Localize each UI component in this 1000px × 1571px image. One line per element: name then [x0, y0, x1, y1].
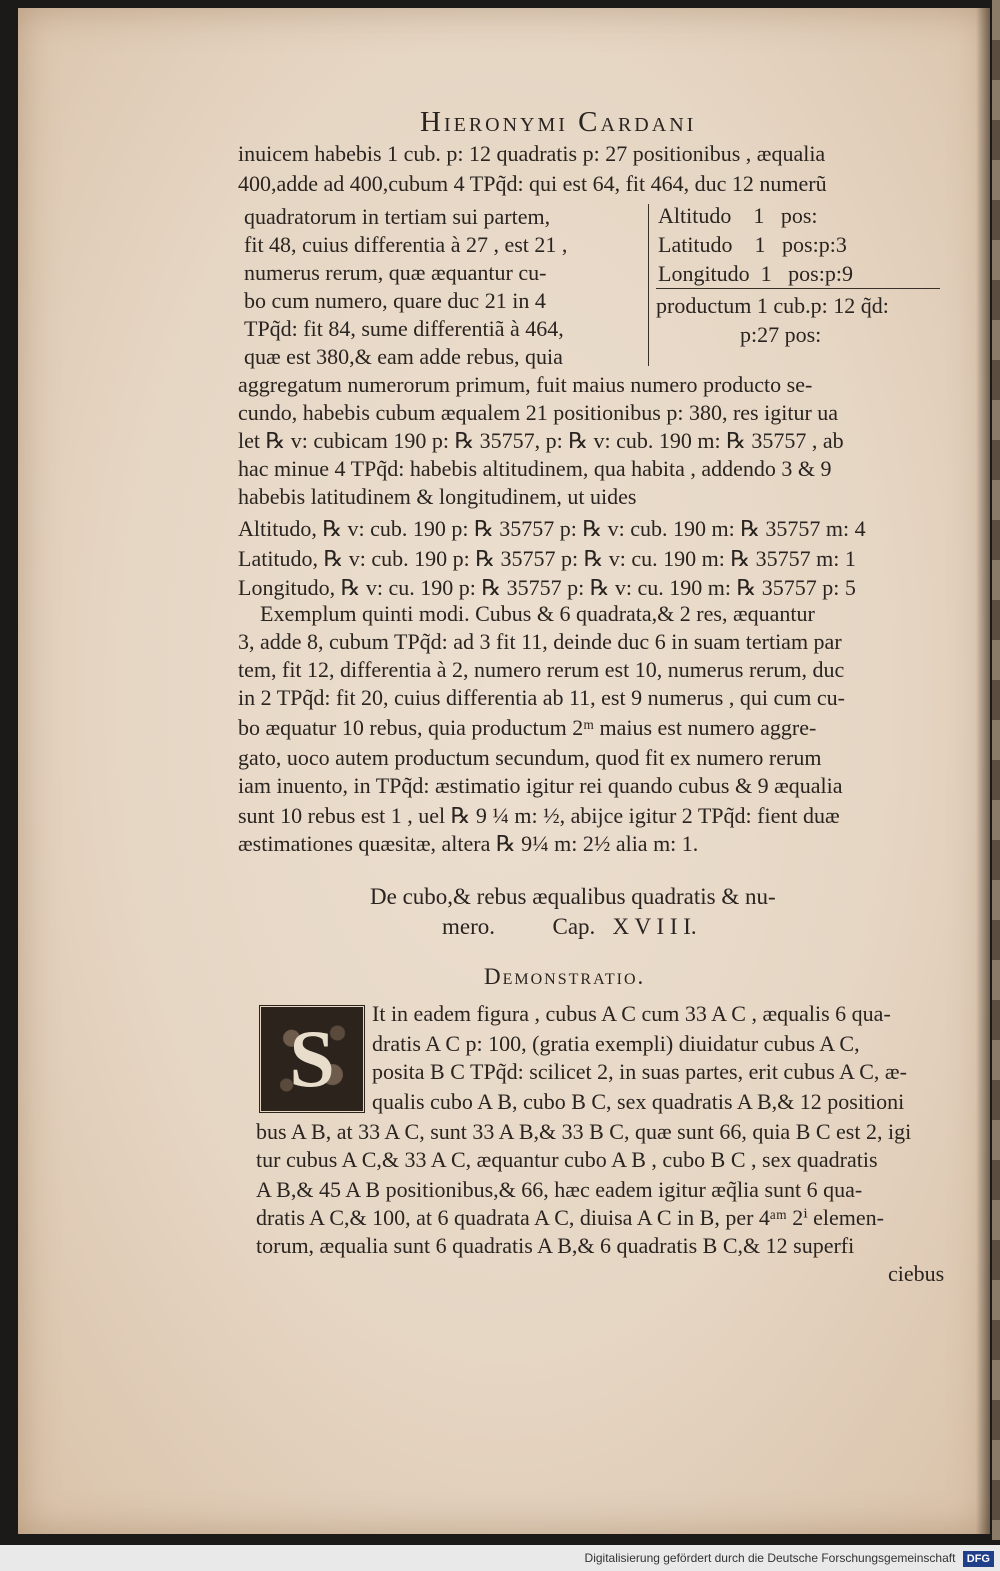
chapter-heading: mero. Cap. X V I I I.	[442, 914, 697, 939]
table-vertical-rule	[648, 204, 649, 366]
text-line: quadratorum in tertiam sui partem,	[244, 204, 551, 229]
catchword: ciebus	[888, 1261, 945, 1286]
decorated-initial-s	[258, 1004, 366, 1114]
dfg-logo: DFG	[963, 1551, 994, 1567]
text-line: 3, adde 8, cubum TPq̃d: ad 3 fit 11, deinde duc 6 in suam tertiam par	[238, 629, 842, 654]
text-line: tem, fit 12, differentia à 2, numero rerum est 10, numerus rerum, duc	[238, 657, 845, 682]
table-row: Latitudo 1 pos:p:3	[658, 232, 847, 257]
chapter-heading: De cubo,& rebus æqualibus quadratis & nu-	[370, 884, 776, 909]
initial-letter: S	[289, 1013, 335, 1104]
table-row: Altitudo 1 pos:	[658, 203, 818, 228]
text-line: habebis latitudinem & longitudinem, ut uides	[238, 484, 637, 509]
text-line: let ℞ v: cubicam 190 p: ℞ 35757, p: ℞ v: cub. 190 m: ℞ 35757 , ab	[238, 428, 844, 453]
section-heading: Demonstratio.	[484, 964, 646, 989]
text-line: bus A B, at 33 A C, sunt 33 A B,& 33 B C, quæ sunt 66, quia B C est 2, igi	[256, 1119, 912, 1144]
table-row: productum 1 cub.p: 12 q̃d:	[656, 293, 889, 318]
text-line: bo æquatur 10 rebus, quia productum 2ᵐ maius est numero aggre-	[238, 715, 817, 740]
text-line: dratis A C p: 100, (gratia exempli) diuidatur cubus A C,	[372, 1031, 860, 1056]
text-line: 400,adde ad 400,cubum 4 TPq̃d: qui est 64, fit 464, duc 12 numerũ	[238, 171, 827, 196]
text-line: It in eadem figura , cubus A C cum 33 A C , æqualis 6 qua-	[372, 1001, 891, 1026]
text-line: torum, æqualia sunt 6 quadratis A B,& 6 quadratis B C,& 12 superfi	[256, 1233, 855, 1258]
table-horizontal-rule	[656, 288, 940, 289]
text-line: cundo, habebis cubum æqualem 21 positionibus p: 380, res igitur ua	[238, 400, 839, 425]
text-line: aggregatum numerorum primum, fuit maius numero producto se-	[238, 372, 813, 397]
scan-edge-strip	[992, 0, 1000, 1540]
table-row: Longitudo 1 pos:p:9	[658, 261, 853, 286]
text-line: TPq̃d: fit 84, sume differentiã à 464,	[244, 316, 564, 341]
running-head: Hieronymi Cardani	[420, 106, 697, 138]
text-line: æstimationes quæsitæ, altera ℞ 9¼ m: 2½ alia m: 1.	[238, 831, 699, 856]
digitization-footer	[0, 1545, 1000, 1571]
text-line: Exemplum quinti modi. Cubus & 6 quadrata,& 2 res, æquantur	[238, 601, 815, 626]
text-line: bo cum numero, quare duc 21 in 4	[244, 288, 546, 313]
text-line: Altitudo, ℞ v: cub. 190 p: ℞ 35757 p: ℞ v: cub. 190 m: ℞ 35757 m: 4	[238, 516, 866, 541]
text-line: A B,& 45 A B positionibus,& 66, hæc eadem igitur æq̃lia sunt 6 qua-	[256, 1177, 863, 1202]
text-line: qualis cubo A B, cubo B C, sex quadratis A B,& 12 positioni	[372, 1089, 905, 1114]
footer-text: Digitalisierung gefördert durch die Deutsche Forschungsgemeinschaft	[584, 1551, 956, 1565]
text-line: posita B C TPq̃d: scilicet 2, in suas partes, erit cubus A C, æ-	[372, 1059, 907, 1084]
text-line: Longitudo, ℞ v: cu. 190 p: ℞ 35757 p: ℞ v: cu. 190 m: ℞ 35757 p: 5	[238, 575, 856, 600]
table-row: p:27 pos:	[740, 322, 822, 347]
text-line: hac minue 4 TPq̃d: habebis altitudinem, qua habita , addendo 3 & 9	[238, 456, 832, 481]
text-line: numerus rerum, quæ æquantur cu-	[244, 260, 547, 285]
text-line: tur cubus A C,& 33 A C, æquantur cubo A B , cubo B C , sex quadratis	[256, 1147, 878, 1172]
text-line: dratis A C,& 100, at 6 quadrata A C, diuisa A C in B, per 4ᵃᵐ 2ⁱ elemen-	[256, 1205, 884, 1230]
text-line: sunt 10 rebus est 1 , uel ℞ 9 ¼ m: ½, abijce igitur 2 TPq̃d: fient duæ	[238, 803, 840, 828]
text-line: inuicem habebis 1 cub. p: 12 quadratis p: 27 positionibus , æqualia	[238, 141, 826, 166]
text-line: gato, uoco autem productum secundum, quod fit ex numero rerum	[238, 745, 822, 770]
text-line: Latitudo, ℞ v: cub. 190 p: ℞ 35757 p: ℞ v: cu. 190 m: ℞ 35757 m: 1	[238, 546, 856, 571]
text-line: iam inuento, in TPq̃d: æstimatio igitur rei quando cubus & 9 æqualia	[238, 773, 843, 798]
text-line: fit 48, cuius differentia à 27 , est 21 ,	[244, 232, 568, 257]
text-line: in 2 TPq̃d: fit 20, cuius differentia ab 11, est 9 numerus , qui cum cu-	[238, 685, 845, 710]
text-line: quæ est 380,& eam adde rebus, quia	[244, 344, 563, 369]
